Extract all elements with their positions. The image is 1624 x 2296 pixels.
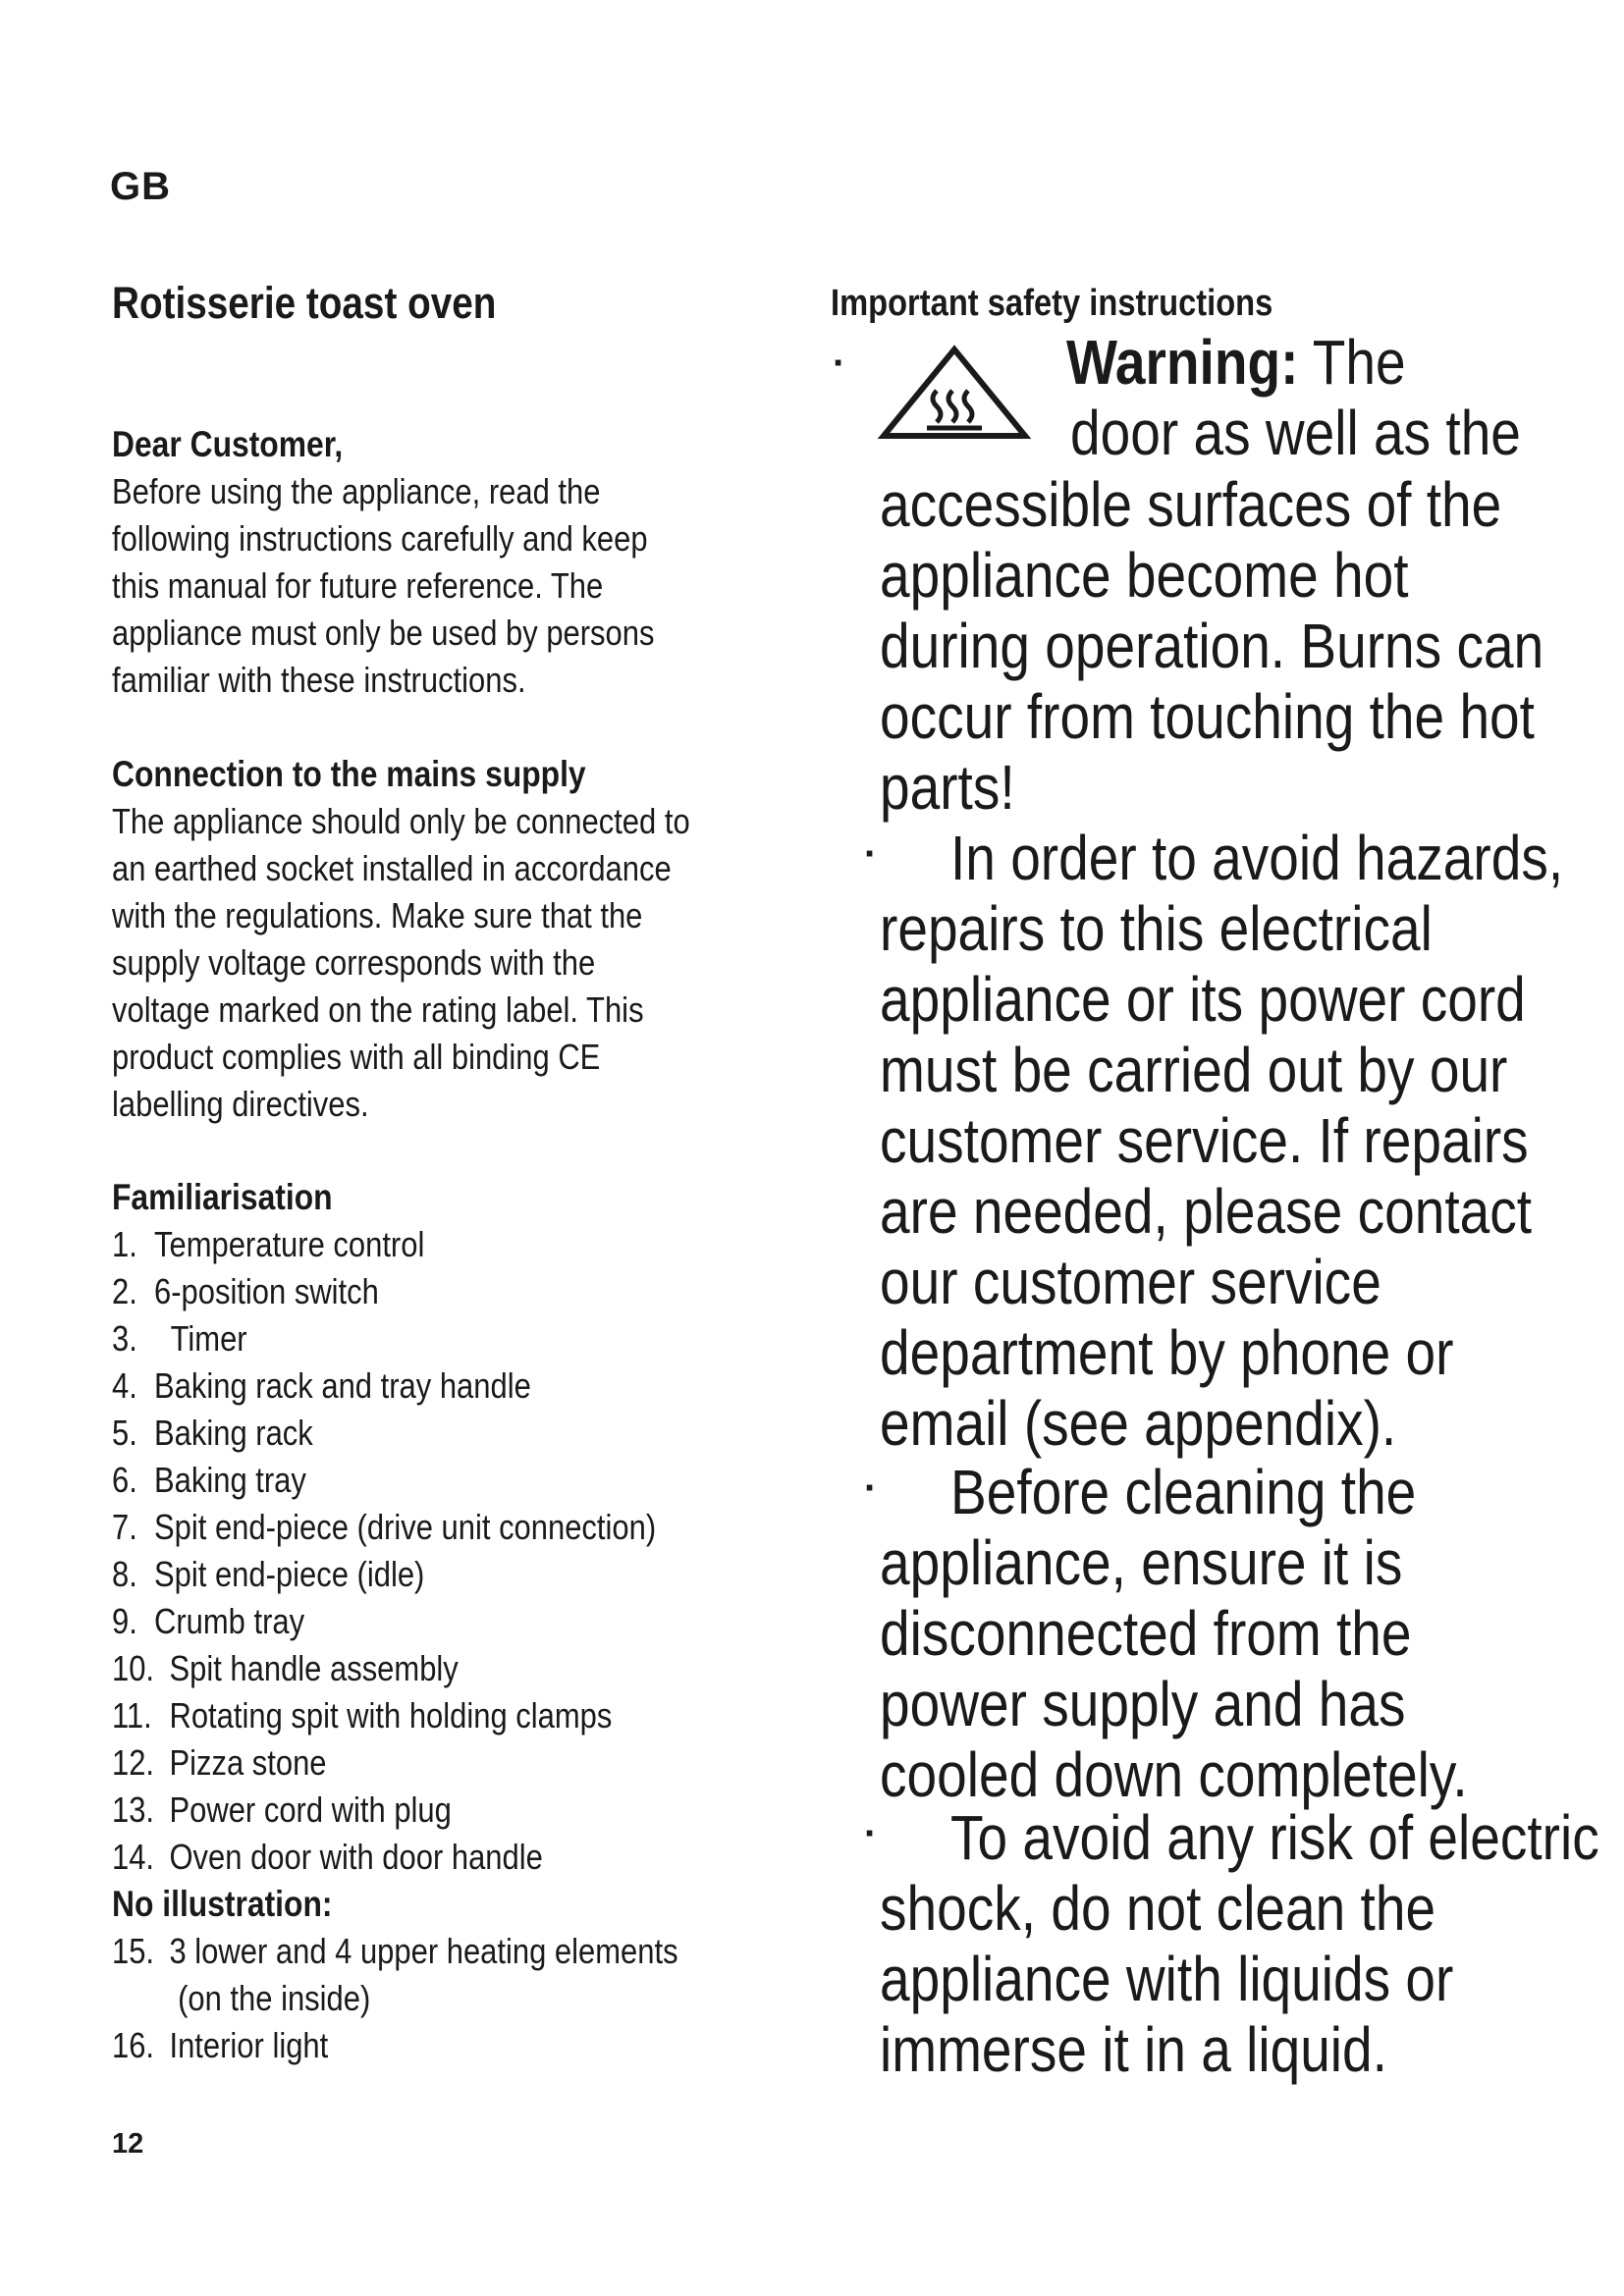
mains-line: The appliance should only be connected to	[112, 801, 690, 841]
page-title: Rotisserie toast oven	[112, 278, 497, 328]
list-item: 7. Spit end-piece (drive unit connection)	[112, 1507, 657, 1547]
cleaning-line: appliance, ensure it is	[880, 1527, 1403, 1598]
intro-section	[112, 421, 742, 704]
bullet-point: ·	[833, 342, 846, 385]
hazards-line: customer service. If repairs	[880, 1105, 1529, 1176]
list-item: 9. Crumb tray	[112, 1601, 305, 1641]
intro-line: Before using the appliance, read the	[112, 471, 601, 511]
hot-surface-warning-icon	[876, 344, 1033, 442]
shock-line: shock, do not clean the	[880, 1873, 1436, 1944]
mains-line: labelling directives.	[112, 1084, 369, 1124]
list-item: (on the inside)	[169, 1978, 371, 2018]
warning-line: during operation. Burns can	[880, 611, 1544, 681]
intro-line: this manual for future reference. The	[112, 565, 604, 606]
bullet-point: ·	[864, 1812, 878, 1855]
list-item: 15. 3 lower and 4 upper heating elements	[112, 1931, 678, 1971]
hazards-line: must be carried out by our	[880, 1035, 1508, 1105]
hazards-line: our customer service	[880, 1247, 1381, 1317]
list-item: 5. Baking rack	[112, 1413, 313, 1453]
list-item: 12. Pizza stone	[112, 1742, 327, 1783]
shock-line: To avoid any risk of electric	[950, 1802, 1599, 1873]
intro-line: familiar with these instructions.	[112, 660, 526, 700]
mains-line: voltage marked on the rating label. This	[112, 989, 644, 1030]
language-code: GB	[110, 165, 171, 208]
mains-section	[112, 751, 785, 1128]
list-item: 3. Timer	[112, 1318, 247, 1359]
shock-text	[880, 1873, 1547, 2085]
shock-line: immerse it in a liquid.	[880, 2014, 1387, 2085]
hazards-text	[880, 893, 1624, 1459]
mains-line: supply voltage corresponds with the	[112, 942, 596, 983]
warning-line: parts!	[880, 752, 1015, 823]
list-item: 13. Power cord with plug	[112, 1789, 452, 1830]
list-item: 4. Baking rack and tray handle	[112, 1365, 531, 1406]
mains-line: with the regulations. Make sure that the	[112, 895, 643, 935]
shock-line: appliance with liquids or	[880, 1944, 1454, 2014]
intro-heading: Dear Customer,	[112, 424, 344, 464]
list-item: 2. 6-position switch	[112, 1271, 379, 1311]
no-illustration-heading: No illustration:	[112, 1884, 333, 1924]
warning-line: door as well as the	[1070, 398, 1521, 468]
warning-line: accessible surfaces of the	[880, 469, 1502, 540]
familiarisation-section	[112, 1174, 770, 2069]
hazards-line: email (see appendix).	[880, 1388, 1397, 1459]
list-item: 1. Temperature control	[112, 1224, 425, 1264]
list-item: 10. Spit handle assembly	[112, 1648, 459, 1688]
hazards-line: In order to avoid hazards,	[950, 823, 1564, 893]
warning-keyword: Warning:	[1066, 327, 1299, 398]
hazards-line: repairs to this electrical	[880, 893, 1433, 964]
list-item: 16. Interior light	[112, 2025, 329, 2065]
hazards-line: appliance or its power cord	[880, 964, 1526, 1035]
hazards-line: are needed, please contact	[880, 1176, 1533, 1247]
bullet-point: ·	[864, 832, 878, 876]
list-item: 14. Oven door with door handle	[112, 1837, 543, 1877]
cleaning-line: power supply and has	[880, 1669, 1406, 1739]
mains-heading: Connection to the mains supply	[112, 754, 586, 794]
list-item: 11. Rotating spit with holding clamps	[112, 1695, 613, 1735]
list-item: 8. Spit end-piece (idle)	[112, 1554, 425, 1594]
cleaning-line: Before cleaning the	[950, 1457, 1417, 1527]
safety-heading: Important safety instructions	[831, 283, 1273, 324]
cleaning-line: cooled down completely.	[880, 1739, 1468, 1810]
warning-line: occur from touching the hot	[880, 681, 1535, 752]
warning-text	[880, 469, 1624, 823]
intro-line: appliance must only be used by persons	[112, 613, 655, 653]
cleaning-text	[880, 1527, 1563, 1810]
mains-line: an earthed socket installed in accordance	[112, 848, 672, 888]
list-item: 6. Baking tray	[112, 1460, 306, 1500]
parts-list	[112, 1221, 770, 1881]
cleaning-line: disconnected from the	[880, 1598, 1412, 1669]
page-number: 12	[112, 2128, 144, 2160]
hazards-line: department by phone or	[880, 1317, 1454, 1388]
mains-line: product complies with all binding CE	[112, 1037, 601, 1077]
bullet-point: ·	[864, 1467, 878, 1510]
warning-line: appliance become hot	[880, 540, 1409, 611]
warning-heading: Warning: The	[1066, 327, 1406, 398]
intro-line: following instructions carefully and keep	[112, 518, 648, 559]
familiarisation-heading: Familiarisation	[112, 1177, 333, 1217]
